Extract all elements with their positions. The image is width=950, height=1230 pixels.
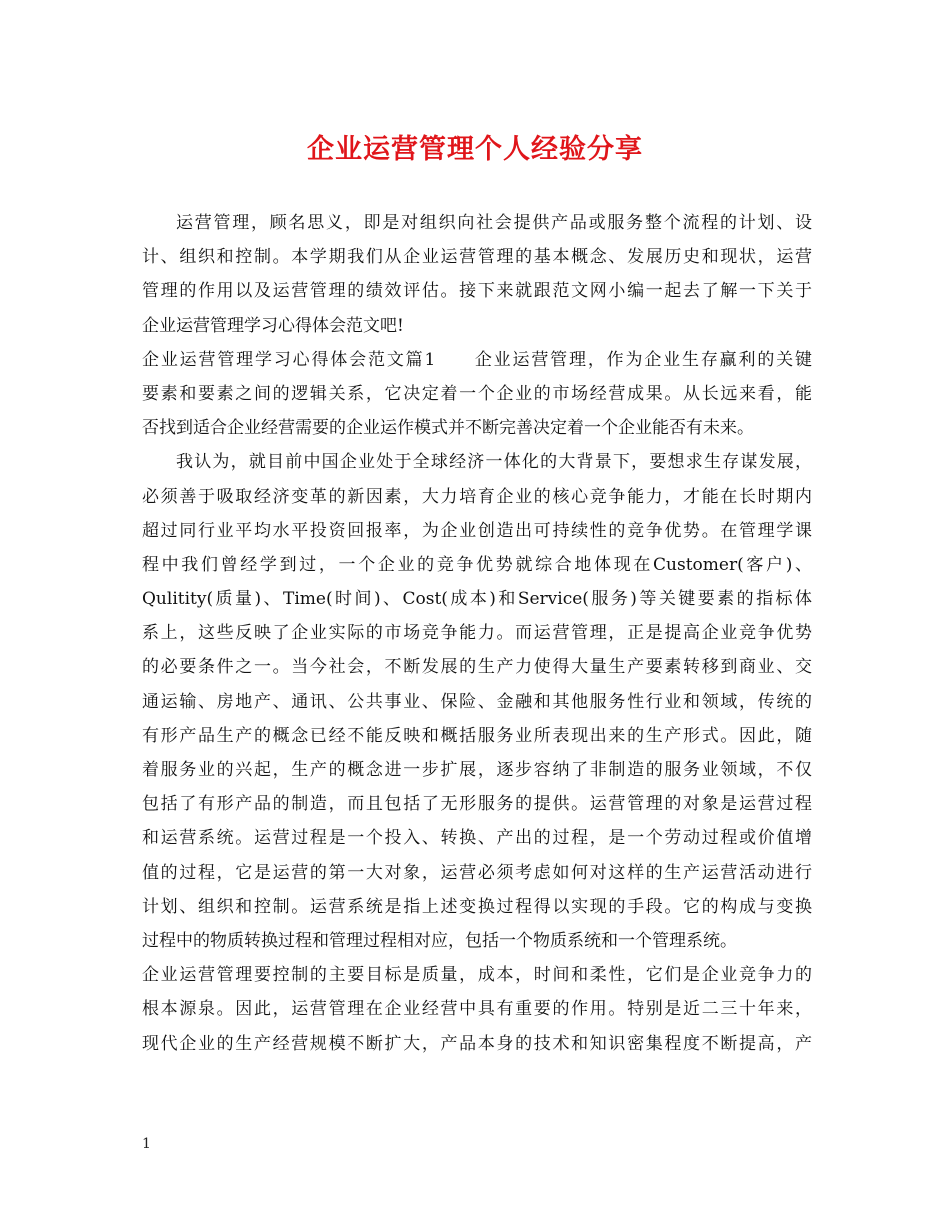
text-line: 管理的作用以及运营管理的绩效评估。接下来就跟范文网小编一起去了解一下关于 <box>142 281 812 302</box>
text-line: 要素和要素之间的逻辑关系，它决定着一个企业的市场经营成果。从长远来看，能 <box>142 383 812 404</box>
text-line: 超过同行业平均水平投资回报率，为企业创造出可持续性的竞争优势。在管理学课 <box>142 520 812 541</box>
text-line: 着服务业的兴起，生产的概念进一步扩展，逐步容纳了非制造的服务业领域，不仅 <box>142 760 812 780</box>
text-line: 企业运营管理学习心得体会范文篇1 企业运营管理，作为企业生存赢利的关键 <box>142 349 812 370</box>
text-line: 程中我们曾经学到过，一个企业的竞争优势就综合地体现在Customer(客户)、 <box>142 554 812 575</box>
page-title: 企业运营管理个人经验分享 <box>307 134 643 165</box>
text-line: 系上，这些反映了企业实际的市场竞争能力。而运营管理，正是提高企业竞争优势 <box>142 623 812 644</box>
text-line: 计划、组织和控制。运营系统是指上述变换过程得以实现的手段。它的构成与变换 <box>142 896 812 917</box>
text-line: 否找到适合企业经营需要的企业运作模式并不断完善决定着一个企业能否有未来。 <box>142 418 754 439</box>
text-line: Qulitity(质量)、Time(时间)、Cost(成本)和Service(服务)等关键要素的指标体 <box>142 589 812 610</box>
text-line: 企业运营管理要控制的主要目标是质量，成本，时间和柔性，它们是企业竞争力的 <box>142 965 812 986</box>
text-line: 值的过程，它是运营的第一大对象，运营必须考虑如何对这样的生产运营活动进行 <box>142 862 812 883</box>
text-line: 我认为，就目前中国企业处于全球经济一体化的大背景下，要想求生存谋发展， <box>176 452 812 473</box>
text-line: 必须善于吸取经济变革的新因素，大力培育企业的核心竞争能力，才能在长时期内 <box>142 486 812 507</box>
body-text <box>142 206 812 1061</box>
page-number: 1 <box>142 1136 151 1152</box>
text-line: 企业运营管理学习心得体会范文吧! <box>142 315 404 336</box>
text-line: 现代企业的生产经营规模不断扩大，产品本身的技术和知识密集程度不断提高，产 <box>142 1033 812 1054</box>
text-line: 运营管理，顾名思义，即是对组织向社会提供产品或服务整个流程的计划、设 <box>176 213 812 233</box>
text-line: 有形产品生产的概念已经不能反映和概括服务业所表现出来的生产形式。因此，随 <box>142 725 812 746</box>
text-line: 根本源泉。因此，运营管理在企业经营中具有重要的作用。特别是近二三十年来， <box>142 999 812 1020</box>
text-line: 包括了有形产品的制造，而且包括了无形服务的提供。运营管理的对象是运营过程 <box>142 794 812 815</box>
text-line: 的必要条件之一。当今社会，不断发展的生产力使得大量生产要素转移到商业、交 <box>142 657 812 678</box>
text-line: 通运输、房地产、通讯、公共事业、保险、金融和其他服务性行业和领域，传统的 <box>142 691 812 712</box>
text-line: 过程中的物质转换过程和管理过程相对应，包括一个物质系统和一个管理系统。 <box>142 930 737 951</box>
text-line: 和运营系统。运营过程是一个投入、转换、产出的过程，是一个劳动过程或价值增 <box>142 828 812 849</box>
text-line: 计、组织和控制。本学期我们从企业运营管理的基本概念、发展历史和现状，运营 <box>142 247 812 268</box>
